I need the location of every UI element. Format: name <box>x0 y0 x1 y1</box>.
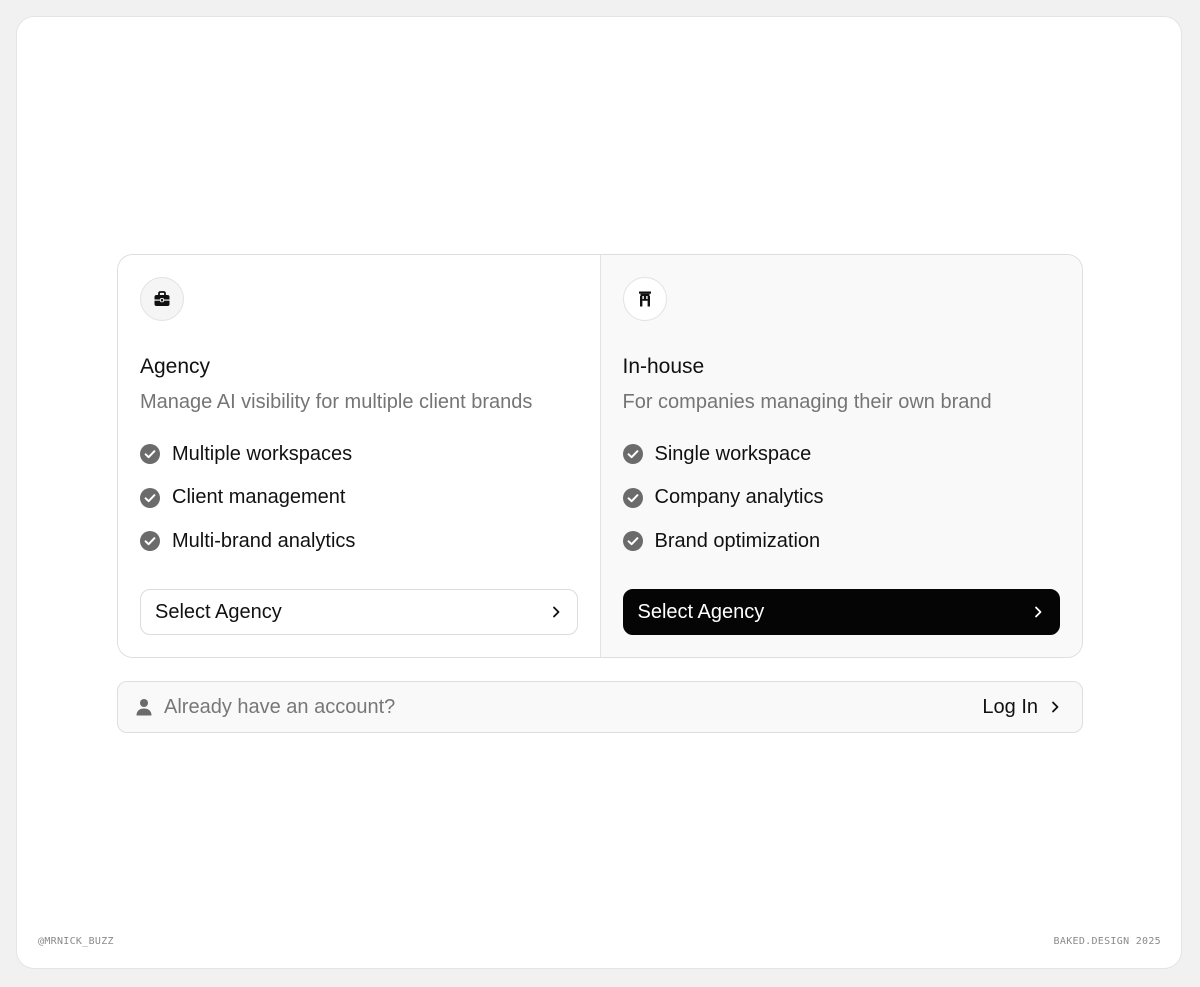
chevron-right-icon <box>1031 605 1045 619</box>
feature-item <box>140 442 578 466</box>
agency-feature-list <box>140 442 578 553</box>
agency-card[interactable] <box>118 255 601 657</box>
inhouse-feature-list <box>623 442 1061 553</box>
login-bar <box>117 681 1083 733</box>
check-circle-icon <box>140 531 160 551</box>
login-link[interactable] <box>982 696 1062 719</box>
agency-title: Agency <box>140 355 211 378</box>
feature-label: Single workspace <box>654 442 812 465</box>
feature-label: Multiple workspaces <box>172 442 353 465</box>
feature-item <box>140 529 578 553</box>
user-icon <box>134 697 154 717</box>
feature-label: Multi-brand analytics <box>172 529 356 552</box>
feature-label: Brand optimization <box>654 529 821 552</box>
login-question: Already have an account? <box>164 695 396 718</box>
inhouse-card[interactable] <box>601 255 1083 657</box>
check-circle-icon <box>140 444 160 464</box>
check-circle-icon <box>623 488 643 508</box>
feature-item <box>623 486 1061 510</box>
agency-description: Manage AI visibility for multiple client brands <box>140 391 533 413</box>
briefcase-icon <box>140 277 184 321</box>
inhouse-title: In-house <box>622 355 705 378</box>
check-circle-icon <box>623 531 643 551</box>
select-inhouse-button-label: Select Agency <box>637 600 765 623</box>
chevron-right-icon <box>1048 700 1062 714</box>
feature-label: Company analytics <box>654 486 824 508</box>
footer-brand: BAKED.DESIGN 2025 <box>1053 936 1161 947</box>
check-circle-icon <box>140 488 160 508</box>
select-inhouse-button[interactable] <box>623 589 1061 635</box>
select-agency-button[interactable] <box>140 589 578 635</box>
select-agency-button-label: Select Agency <box>155 600 282 623</box>
inhouse-description: For companies managing their own brand <box>622 391 992 413</box>
chevron-right-icon <box>549 605 563 619</box>
check-circle-icon <box>623 444 643 464</box>
feature-item <box>140 486 578 510</box>
feature-label: Client management <box>172 486 346 508</box>
feature-item <box>623 529 1061 553</box>
account-type-cards <box>117 254 1083 658</box>
footer-credit: @MRNICK_BUZZ <box>38 936 114 947</box>
building-icon <box>623 277 667 321</box>
feature-item <box>623 442 1061 466</box>
login-link-label: Log In <box>982 695 1038 718</box>
